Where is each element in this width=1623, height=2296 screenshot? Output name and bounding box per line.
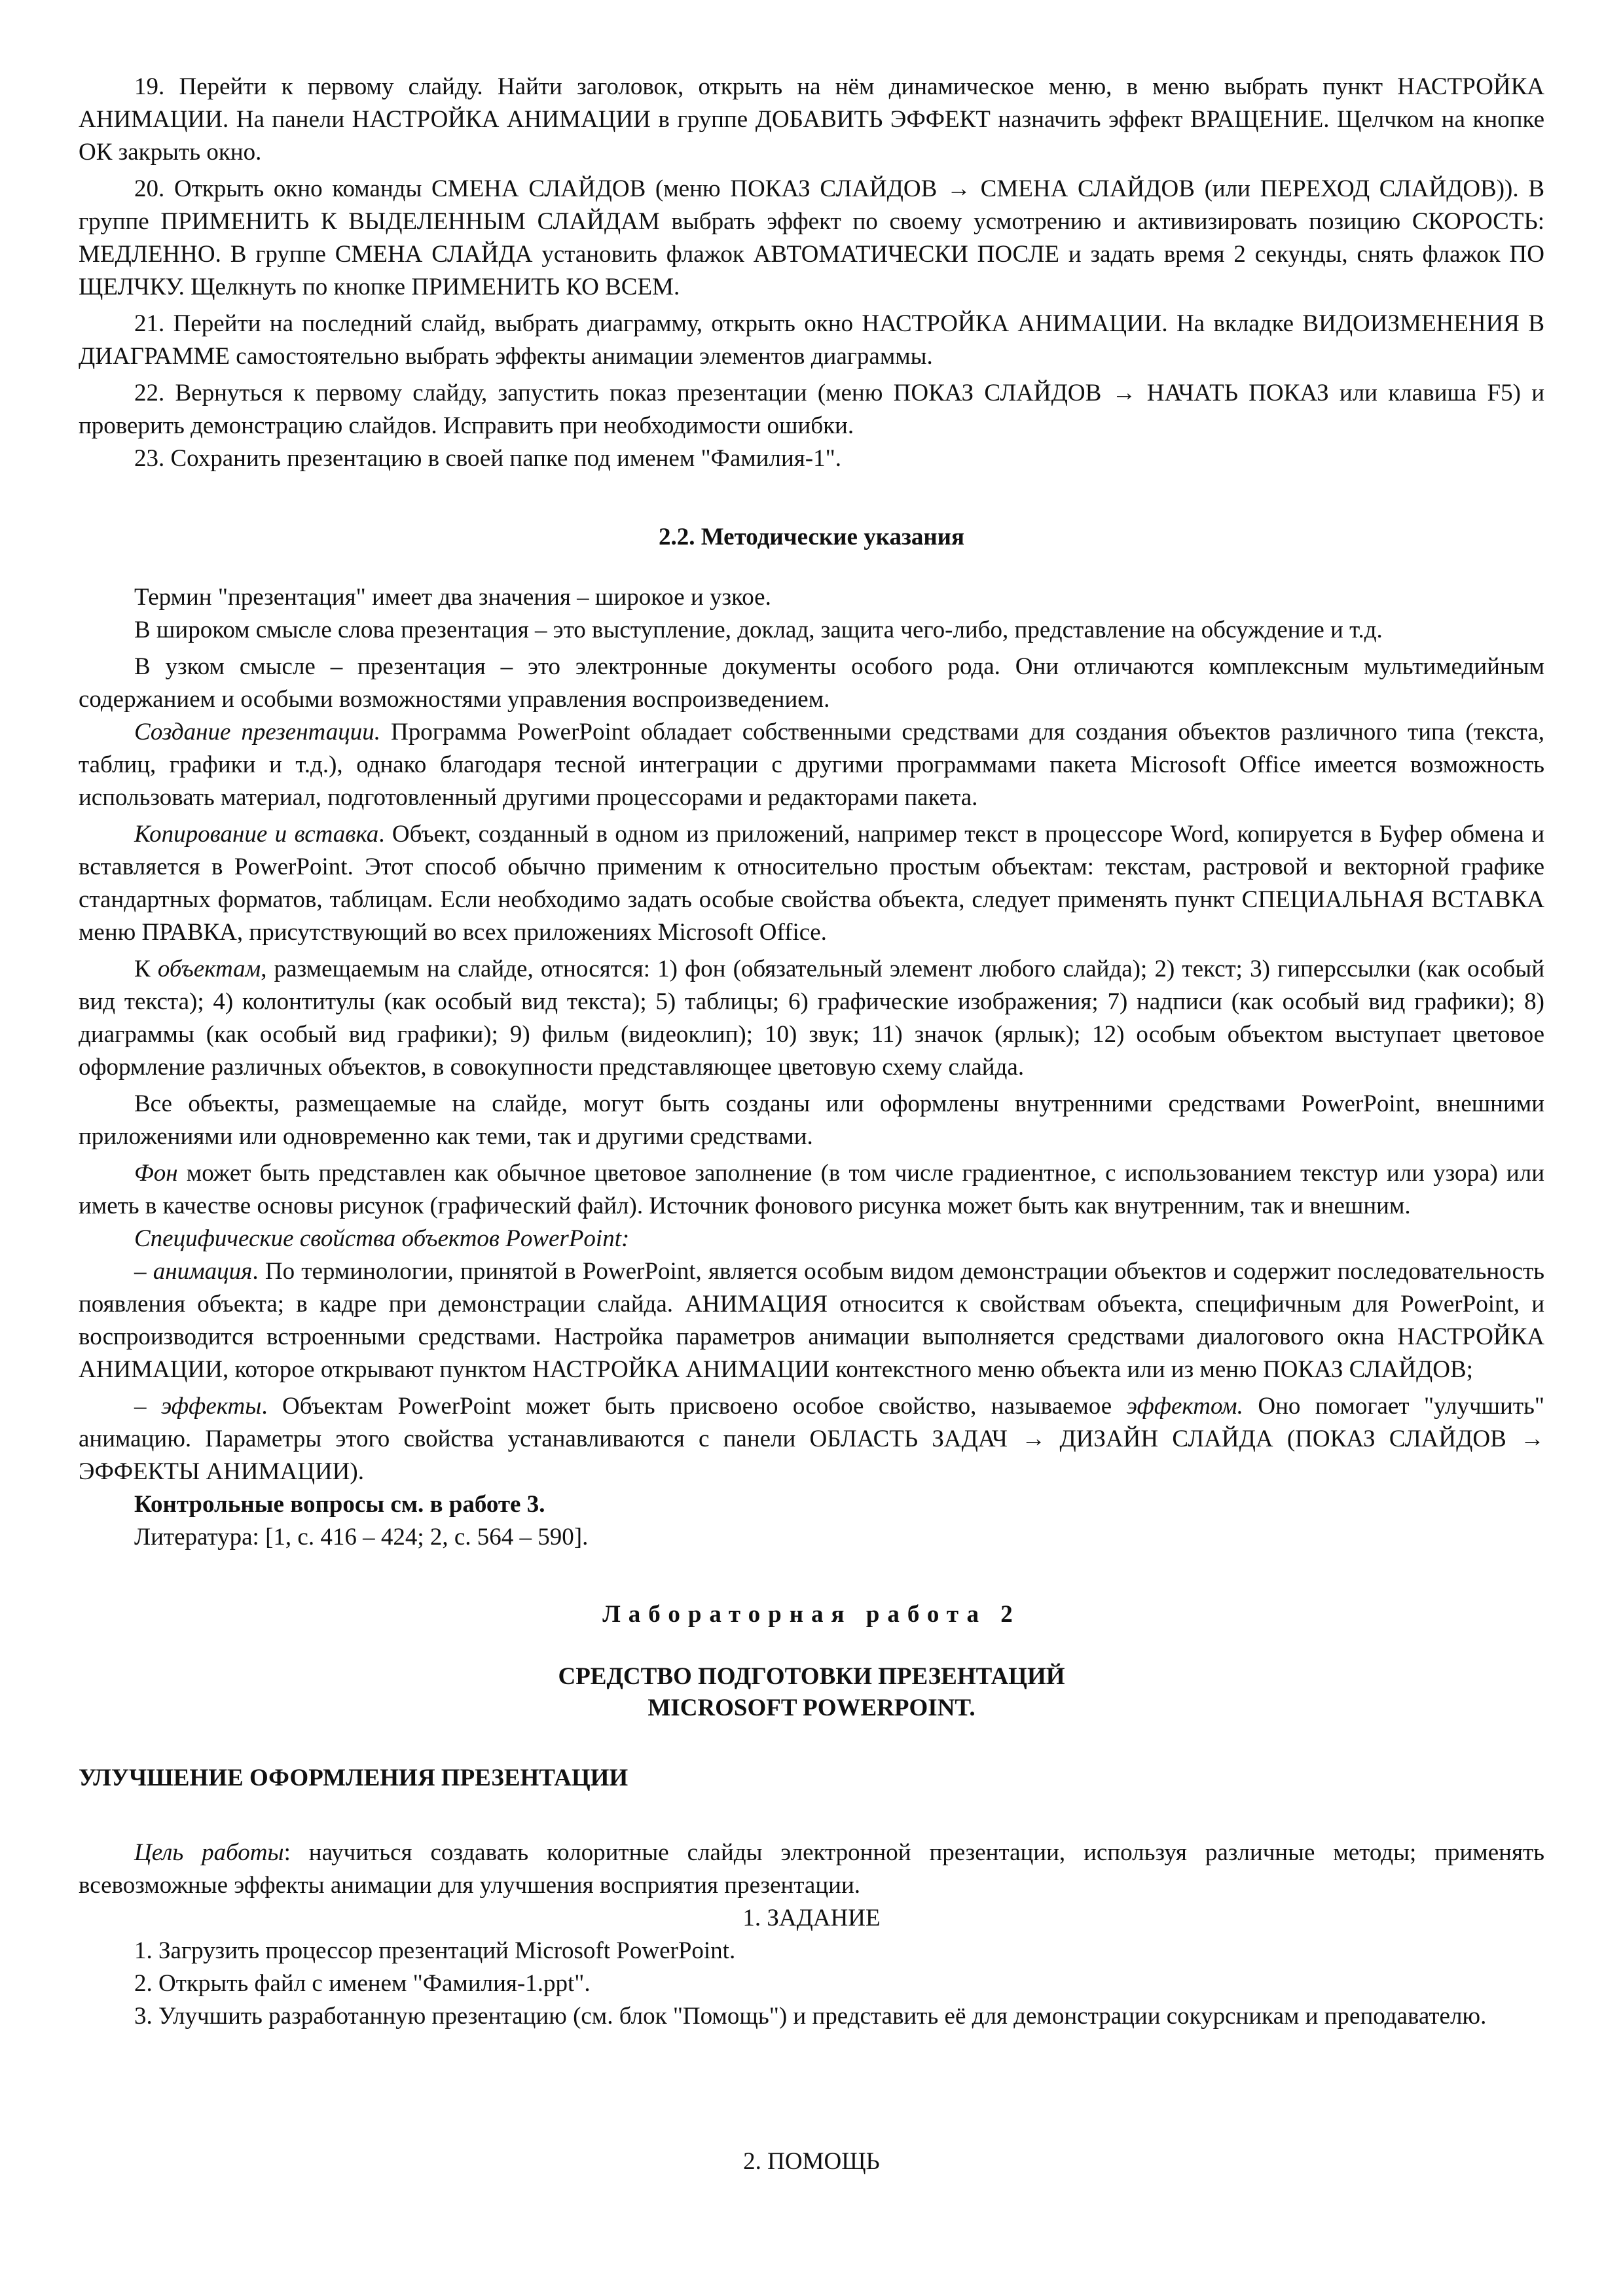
- lab-subtitle-line-2: MICROSOFT POWERPOINT.: [647, 1695, 976, 1721]
- paragraph-text: , размещаемым на слайде, относятся: 1) фон (обязательный элемент любого слайда); 2) текст; 3) гиперссылки (как особый вид текста); 4) колонтитулы (как особый вид текста); 5) таблицы; 6) графические изображения; 7) надписи (как особый вид графики); 8) диаграммы (как особый вид графики); 9) фильм (видеоклип); 10) звук; 11) значок (ярлык); 12) особым объектом выступает цветовое оформление различных объектов, в совокупности представляющее цветовую схему слайда.: [79, 956, 1544, 1081]
- methods-heading: 2.2. Методические указания: [658, 524, 965, 550]
- task-item: 1. Загрузить процессор презентаций Microsoft PowerPoint.: [134, 1937, 736, 1964]
- lab-subtitle: [79, 1661, 1544, 1724]
- help-heading: 2. ПОМОЩЬ: [743, 2148, 880, 2175]
- task-heading: 1. ЗАДАНИЕ: [742, 1905, 881, 1931]
- section-heading: УЛУЧШЕНИЕ ОФОРМЛЕНИЯ ПРЕЗЕНТАЦИИ: [79, 1765, 629, 1791]
- task-item: 2. Открыть файл с именем "Фамилия-1.ppt".: [134, 1970, 591, 1997]
- task-item: 3. Улучшить разработанную презентацию (см. блок "Помощь") и представить её для демонстрации сокурсникам и преподавателю.: [134, 2003, 1487, 2030]
- specific-properties-heading: Специфические свойства объектов PowerPoint:: [134, 1225, 630, 1252]
- term-objects: объектам: [157, 956, 261, 982]
- methods-paragraph-copy: [79, 818, 1544, 949]
- methods-paragraph: Термин "презентация" имеет два значения – широкое и узкое.: [134, 584, 771, 611]
- methods-paragraph-animation: [79, 1255, 1544, 1386]
- step-20: 20. Открыть окно команды СМЕНА СЛАЙДОВ (меню ПОКАЗ СЛАЙДОВ → СМЕНА СЛАЙДОВ (или ПЕРЕХОД СЛАЙДОВ)). В группе ПРИМЕНИТЬ К ВЫДЕЛЕННЫМ СЛАЙДАМ выбрать эффект по своему усмотрению и активизировать позицию СКОРОСТЬ: МЕДЛЕННО. В группе СМЕНА СЛАЙДА установить флажок АВТОМАТИЧЕСКИ ПОСЛЕ и задать время 2 секунды, снять флажок ПО ЩЕЛЧКУ. Щелкнуть по кнопке ПРИМЕНИТЬ КО ВСЕМ.: [79, 175, 1544, 300]
- paragraph-text: может быть представлен как обычное цветовое заполнение (в том числе градиентное, с использованием текстур или узора) или иметь в качестве основы рисунок (графический файл). Источник фонового рисунка может быть как внутренним, так и внешним.: [79, 1160, 1544, 1219]
- goal-label: Цель работы: [134, 1839, 284, 1866]
- methods-paragraph-effects: [79, 1390, 1544, 1488]
- methods-paragraph-objects: [79, 953, 1544, 1084]
- literature: Литература: [1, с. 416 – 424; 2, с. 564 – 590].: [134, 1524, 589, 1551]
- task-list: [79, 1935, 1544, 2033]
- step-21: 21. Перейти на последний слайд, выбрать диаграмму, открыть окно НАСТРОЙКА АНИМАЦИИ. На вкладке ВИДОИЗМЕНЕНИЯ В ДИАГРАММЕ самостоятельно выбрать эффекты анимации элементов диаграммы.: [79, 310, 1544, 370]
- term-creation: Создание презентации.: [134, 719, 380, 745]
- methods-paragraph: В широком смысле слова презентация – это выступление, доклад, защита чего-либо, представление на обсуждение и т.д.: [134, 617, 1383, 643]
- lab-title: Лабораторная работа 2: [602, 1601, 1021, 1628]
- step-22: 22. Вернуться к первому слайду, запустить показ презентации (меню ПОКАЗ СЛАЙДОВ → НАЧАТЬ ПОКАЗ или клавиша F5) и проверить демонстрацию слайдов. Исправить при необходимости ошибки.: [79, 380, 1544, 439]
- goal-text: : научиться создавать колоритные слайды электронной презентации, используя различные методы; применять всевозможные эффекты анимации для улучшения восприятия презентации.: [79, 1839, 1545, 1899]
- paragraph-text: . По терминологии, принятой в PowerPoint, является особым видом демонстрации объектов и содержит последовательность появления объекта; в кадре при демонстрации слайда. АНИМАЦИЯ относится к свойствам объекта, специфичным для PowerPoint, и воспроизводится встроенными средствами. Настройка параметров анимации выполняется средствами диалогового окна НАСТРОЙКА АНИМАЦИИ, которое открывают пунктом НАСТРОЙКА АНИМАЦИИ контекстного меню объекта или из меню ПОКАЗ СЛАЙДОВ;: [79, 1258, 1545, 1383]
- dash-marker: –: [134, 1258, 153, 1285]
- paragraph-text: . Объект, созданный в одном из приложений, например текст в процессоре Word, копируется в Буфер обмена и вставляется в PowerPoint. Этот способ обычно применим к относительно простым объектам: текстам, растровой и векторной графике стандартных форматов, таблицам. Если необходимо задать особые свойства объекта, следует применять пункт СПЕЦИАЛЬНАЯ ВСТАВКА меню ПРАВКА, присутствующий во всех приложениях Microsoft Office.: [79, 821, 1544, 946]
- dash-marker: –: [134, 1393, 161, 1420]
- lab-subtitle-line-1: СРЕДСТВО ПОДГОТОВКИ ПРЕЗЕНТАЦИЙ: [558, 1663, 1065, 1690]
- term-background: Фон: [134, 1160, 178, 1187]
- control-questions: Контрольные вопросы см. в работе 3.: [134, 1491, 545, 1518]
- term-effects: эффекты: [160, 1393, 262, 1420]
- paragraph-text: . Объектам PowerPoint может быть присвоено особое свойство, называемое: [261, 1393, 1127, 1420]
- step-23: 23. Сохранить презентацию в своей папке под именем "Фамилия-1".: [134, 445, 841, 472]
- step-19: 19. Перейти к первому слайду. Найти заголовок, открыть на нём динамическое меню, в меню выбрать пункт НАСТРОЙКА АНИМАЦИИ. На панели НАСТРОЙКА АНИМАЦИИ в группе ДОБАВИТЬ ЭФФЕКТ назначить эффект ВРАЩЕНИЕ. Щелчком на кнопке ОК закрыть окно.: [79, 73, 1544, 166]
- methods-paragraph: В узком смысле – презентация – это электронные документы особого рода. Они отличаются комплексным мультимедийным содержанием и особыми возможностями управления воспроизведением.: [79, 653, 1544, 713]
- term-copy: Копирование и вставка: [134, 821, 379, 848]
- goal-paragraph: [79, 1837, 1544, 1902]
- methods-paragraph-background: [79, 1157, 1544, 1223]
- paragraph-text: К: [134, 956, 158, 982]
- steps-list: [79, 71, 1544, 475]
- methods-paragraph: Все объекты, размещаемые на слайде, могут быть созданы или оформлены внутренними средствами PowerPoint, внешними приложениями или одновременно как теми, так и другими средствами.: [79, 1090, 1544, 1150]
- methods-paragraph-creation: [79, 716, 1544, 814]
- paragraph-text: Оно помогает "улучшить" анимацию. Параметры этого свойства устанавливаются с панели ОБЛАСТЬ ЗАДАЧ → ДИЗАЙН СЛАЙДА (ПОКАЗ СЛАЙДОВ → ЭФФЕКТЫ АНИМАЦИИ).: [79, 1393, 1544, 1485]
- term-animation: анимация: [153, 1258, 253, 1285]
- paragraph-text: Программа PowerPoint обладает собственными средствами для создания объектов различного типа (текста, таблиц, графики и т.д.), однако благодаря тесной интеграции с другими программами пакета Microsoft Office имеется возможность использовать материал, подготовленный другими процессорами и редакторами пакета.: [79, 719, 1544, 811]
- term-effect: эффектом.: [1126, 1393, 1243, 1420]
- methods-body: [79, 581, 1544, 1554]
